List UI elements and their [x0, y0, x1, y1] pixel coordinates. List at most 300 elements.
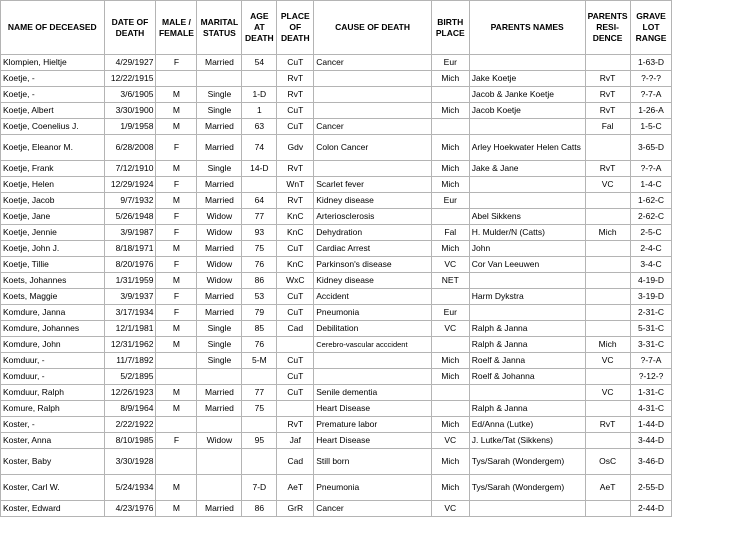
cell-grave-lot: ?-?-A [630, 161, 672, 177]
cell-sex: M [156, 321, 197, 337]
cell-grave-lot: 4-19-D [630, 273, 672, 289]
cell-birth-place: Mich [431, 103, 469, 119]
cell-name: Komure, Ralph [1, 401, 105, 417]
cell-parents: H. Mulder/N (Catts) [469, 225, 585, 241]
cell-name: Koetje, Eleanor M. [1, 135, 105, 161]
cell-sex: M [156, 475, 197, 501]
table-row [1, 417, 730, 433]
cell-parents-residence [585, 209, 630, 225]
cell-age: 1-D [242, 87, 277, 103]
cell-cause [314, 103, 432, 119]
cell-sex: F [156, 225, 197, 241]
cell-parents-residence [585, 289, 630, 305]
cell-blank [672, 119, 730, 135]
cell-date: 12/1/1981 [104, 321, 156, 337]
cell-place-of-death: GrR [277, 501, 314, 517]
cell-date: 6/28/2008 [104, 135, 156, 161]
cell-date: 9/7/1932 [104, 193, 156, 209]
cell-grave-lot: 4-31-C [630, 401, 672, 417]
cell-age: 14-D [242, 161, 277, 177]
cell-birth-place: NET [431, 273, 469, 289]
cell-birth-place: Mich [431, 135, 469, 161]
cell-sex [156, 369, 197, 385]
cell-birth-place: Fal [431, 225, 469, 241]
cell-parents: Roelf & Janna [469, 353, 585, 369]
cell-parents [469, 273, 585, 289]
cell-birth-place [431, 209, 469, 225]
cell-date: 3/30/1928 [104, 449, 156, 475]
cell-date: 12/22/1915 [104, 71, 156, 87]
cell-name: Komdure, John [1, 337, 105, 353]
table-row [1, 257, 730, 273]
header-sex: MALE / FEMALE [156, 1, 197, 55]
header-marital-status: MARITAL STATUS [197, 1, 242, 55]
cell-date: 1/31/1959 [104, 273, 156, 289]
cell-name: Komduur, Ralph [1, 385, 105, 401]
header-place-of-death: PLACE OF DEATH [277, 1, 314, 55]
cell-name: Koetje, Frank [1, 161, 105, 177]
table-row [1, 177, 730, 193]
cell-age [242, 71, 277, 87]
cell-birth-place [431, 401, 469, 417]
cell-grave-lot: 2-31-C [630, 305, 672, 321]
cell-blank [672, 475, 730, 501]
cell-parents-residence: Mich [585, 225, 630, 241]
cell-age: 77 [242, 385, 277, 401]
cell-grave-lot: 3-19-D [630, 289, 672, 305]
cell-parents [469, 193, 585, 209]
cell-blank [672, 257, 730, 273]
header-age: AGE AT DEATH [242, 1, 277, 55]
cell-birth-place: Mich [431, 369, 469, 385]
cell-name: Klompien, Hieltje [1, 55, 105, 71]
cell-blank [672, 417, 730, 433]
cell-date: 4/29/1927 [104, 55, 156, 71]
table-row [1, 209, 730, 225]
cell-age: 86 [242, 273, 277, 289]
cell-grave-lot: 1-63-D [630, 55, 672, 71]
cell-grave-lot: 2-4-C [630, 241, 672, 257]
cell-marital-status [197, 417, 242, 433]
cell-grave-lot: 2-44-D [630, 501, 672, 517]
cell-blank [672, 353, 730, 369]
table-row [1, 501, 730, 517]
cell-parents-residence [585, 193, 630, 209]
cell-date: 12/29/1924 [104, 177, 156, 193]
cell-cause: Debilitation [314, 321, 432, 337]
header-birth-place: BIRTH PLACE [431, 1, 469, 55]
cell-grave-lot: 1-44-D [630, 417, 672, 433]
cell-marital-status: Single [197, 353, 242, 369]
cell-marital-status: Single [197, 161, 242, 177]
cell-place-of-death: Cad [277, 449, 314, 475]
cell-date: 3/9/1987 [104, 225, 156, 241]
cell-sex: M [156, 103, 197, 119]
cell-blank [672, 321, 730, 337]
cell-blank [672, 305, 730, 321]
cell-parents-residence: RvT [585, 87, 630, 103]
cell-cause: Colon Cancer [314, 135, 432, 161]
cell-parents-residence: VC [585, 385, 630, 401]
cell-marital-status [197, 475, 242, 501]
cell-parents: Jake Koetje [469, 71, 585, 87]
cell-age: 75 [242, 401, 277, 417]
cell-birth-place: Mich [431, 71, 469, 87]
cell-date: 4/23/1976 [104, 501, 156, 517]
cell-cause: Heart Disease [314, 401, 432, 417]
cell-marital-status: Widow [197, 433, 242, 449]
cell-parents: Roelf & Johanna [469, 369, 585, 385]
cell-age: 63 [242, 119, 277, 135]
cell-sex [156, 449, 197, 475]
cell-grave-lot: 3-65-D [630, 135, 672, 161]
table-row [1, 305, 730, 321]
cell-parents-residence [585, 369, 630, 385]
cell-name: Koetje, Jacob [1, 193, 105, 209]
cell-parents: J. Lutke/Tat (Sikkens) [469, 433, 585, 449]
cell-sex: M [156, 337, 197, 353]
table-row [1, 475, 730, 501]
cell-marital-status: Single [197, 87, 242, 103]
table-row [1, 103, 730, 119]
table-row [1, 321, 730, 337]
cell-sex: M [156, 161, 197, 177]
cell-parents: Abel Sikkens [469, 209, 585, 225]
cell-cause [314, 353, 432, 369]
table-row [1, 135, 730, 161]
cell-date: 8/10/1985 [104, 433, 156, 449]
cell-name: Koster, Carl W. [1, 475, 105, 501]
cell-cause: Cancer [314, 55, 432, 71]
cell-place-of-death [277, 337, 314, 353]
cell-parents-residence: VC [585, 177, 630, 193]
cell-parents-residence [585, 501, 630, 517]
cell-parents [469, 119, 585, 135]
cell-date: 3/6/1905 [104, 87, 156, 103]
cell-parents-residence: RvT [585, 103, 630, 119]
cell-date: 5/26/1948 [104, 209, 156, 225]
cell-marital-status [197, 369, 242, 385]
cell-blank [672, 209, 730, 225]
cell-parents: Ralph & Janna [469, 337, 585, 353]
cell-place-of-death: CuT [277, 369, 314, 385]
cell-cause: Kidney disease [314, 193, 432, 209]
cell-age: 54 [242, 55, 277, 71]
cell-date: 12/31/1962 [104, 337, 156, 353]
cell-blank [672, 385, 730, 401]
cell-cause: Premature labor [314, 417, 432, 433]
cell-parents: Jake & Jane [469, 161, 585, 177]
cell-cause: Cerebro-vascular acccident [314, 337, 432, 353]
cell-cause: Heart Disease [314, 433, 432, 449]
cell-age: 74 [242, 135, 277, 161]
cell-age: 79 [242, 305, 277, 321]
cell-blank [672, 135, 730, 161]
cell-name: Koetje, Jane [1, 209, 105, 225]
cell-blank [672, 103, 730, 119]
table-row [1, 337, 730, 353]
cell-parents-residence: Fal [585, 119, 630, 135]
cell-name: Koster, - [1, 417, 105, 433]
table-row [1, 55, 730, 71]
cell-place-of-death: RvT [277, 417, 314, 433]
cell-blank [672, 241, 730, 257]
table-row [1, 353, 730, 369]
cell-parents [469, 385, 585, 401]
cell-place-of-death: RvT [277, 193, 314, 209]
cell-parents-residence [585, 321, 630, 337]
cell-sex: F [156, 177, 197, 193]
cell-birth-place [431, 119, 469, 135]
cell-grave-lot: 3-46-D [630, 449, 672, 475]
cell-birth-place: Mich [431, 353, 469, 369]
table-row [1, 369, 730, 385]
table-row [1, 449, 730, 475]
cell-age: 5-M [242, 353, 277, 369]
cell-grave-lot: 5-31-C [630, 321, 672, 337]
cell-marital-status: Married [197, 401, 242, 417]
cell-marital-status: Single [197, 103, 242, 119]
cell-marital-status: Married [197, 241, 242, 257]
cell-sex: M [156, 385, 197, 401]
cell-parents: Arley Hoekwater Helen Catts [469, 135, 585, 161]
cell-parents-residence [585, 257, 630, 273]
cell-cause: Kidney disease [314, 273, 432, 289]
cell-cause: Cancer [314, 119, 432, 135]
cell-blank [672, 433, 730, 449]
table-row [1, 119, 730, 135]
cell-blank [672, 161, 730, 177]
cell-name: Komdure, Johannes [1, 321, 105, 337]
cell-cause: Arteriosclerosis [314, 209, 432, 225]
cell-blank [672, 177, 730, 193]
cell-cause: Cardiac Arrest [314, 241, 432, 257]
cell-place-of-death: CuT [277, 353, 314, 369]
cell-grave-lot: 2-55-D [630, 475, 672, 501]
cell-parents: Tys/Sarah (Wondergem) [469, 475, 585, 501]
cell-date: 8/18/1971 [104, 241, 156, 257]
cell-cause: Pneumonia [314, 305, 432, 321]
cell-name: Koetje, John J. [1, 241, 105, 257]
cell-sex: M [156, 501, 197, 517]
cell-age: 75 [242, 241, 277, 257]
cell-grave-lot: 2-5-C [630, 225, 672, 241]
cell-place-of-death: Jaf [277, 433, 314, 449]
cell-age [242, 417, 277, 433]
cell-birth-place: Mich [431, 161, 469, 177]
cell-parents [469, 305, 585, 321]
cell-cause [314, 369, 432, 385]
cell-parents: Jacob Koetje [469, 103, 585, 119]
cell-cause [314, 87, 432, 103]
cell-sex: M [156, 87, 197, 103]
cell-parents-residence [585, 433, 630, 449]
cell-age: 7-D [242, 475, 277, 501]
header-date: DATE OF DEATH [104, 1, 156, 55]
cell-name: Koetje, Tillie [1, 257, 105, 273]
cell-date: 3/17/1934 [104, 305, 156, 321]
cell-blank [672, 193, 730, 209]
cell-blank [672, 87, 730, 103]
cell-cause [314, 161, 432, 177]
cell-age [242, 449, 277, 475]
cell-name: Koster, Edward [1, 501, 105, 517]
cell-age [242, 177, 277, 193]
cell-blank [672, 337, 730, 353]
cell-place-of-death: RvT [277, 71, 314, 87]
cell-sex: F [156, 257, 197, 273]
cell-place-of-death [277, 401, 314, 417]
cell-birth-place: Eur [431, 193, 469, 209]
cell-name: Komduur, - [1, 353, 105, 369]
cell-sex: F [156, 209, 197, 225]
cell-cause [314, 71, 432, 87]
cell-grave-lot: 1-4-C [630, 177, 672, 193]
cell-birth-place [431, 337, 469, 353]
cell-blank [672, 289, 730, 305]
cell-place-of-death: Cad [277, 321, 314, 337]
cell-place-of-death: CuT [277, 305, 314, 321]
cell-grave-lot: 1-5-C [630, 119, 672, 135]
cell-parents: Tys/Sarah (Wondergem) [469, 449, 585, 475]
cell-cause: Scarlet fever [314, 177, 432, 193]
cell-name: Koster, Anna [1, 433, 105, 449]
cell-marital-status: Married [197, 501, 242, 517]
cell-parents [469, 501, 585, 517]
cell-date: 8/20/1976 [104, 257, 156, 273]
cell-place-of-death: KnC [277, 209, 314, 225]
cell-name: Koetje, Albert [1, 103, 105, 119]
cell-parents-residence: AeT [585, 475, 630, 501]
cell-birth-place: VC [431, 257, 469, 273]
table-row [1, 71, 730, 87]
cell-place-of-death: CuT [277, 289, 314, 305]
cell-parents: Jacob & Janke Koetje [469, 87, 585, 103]
cell-grave-lot: ?-7-A [630, 353, 672, 369]
cell-name: Komdure, Janna [1, 305, 105, 321]
cell-cause: Cancer [314, 501, 432, 517]
header-parents: PARENTS NAMES [469, 1, 585, 55]
cell-place-of-death: CuT [277, 55, 314, 71]
cell-marital-status: Single [197, 321, 242, 337]
table-row [1, 241, 730, 257]
cell-cause: Dehydration [314, 225, 432, 241]
cell-sex: M [156, 119, 197, 135]
cell-parents: Ed/Anna (Lutke) [469, 417, 585, 433]
cell-sex: M [156, 193, 197, 209]
cell-parents-residence [585, 241, 630, 257]
cell-parents: Ralph & Janna [469, 401, 585, 417]
cell-place-of-death: Gdv [277, 135, 314, 161]
cell-age: 93 [242, 225, 277, 241]
table-row [1, 225, 730, 241]
cell-sex: F [156, 305, 197, 321]
cell-place-of-death: KnC [277, 257, 314, 273]
cell-parents-residence: Mich [585, 337, 630, 353]
cell-parents-residence: RvT [585, 71, 630, 87]
cell-age: 64 [242, 193, 277, 209]
cell-marital-status: Married [197, 135, 242, 161]
cell-cause: Still born [314, 449, 432, 475]
cell-marital-status: Widow [197, 209, 242, 225]
cell-age: 76 [242, 257, 277, 273]
cell-blank [672, 225, 730, 241]
cell-place-of-death: KnC [277, 225, 314, 241]
cell-parents-residence: RvT [585, 417, 630, 433]
cell-place-of-death: RvT [277, 87, 314, 103]
cell-age: 76 [242, 337, 277, 353]
table-row [1, 87, 730, 103]
cell-birth-place: VC [431, 433, 469, 449]
cell-blank [672, 449, 730, 475]
header-cause: CAUSE OF DEATH [314, 1, 432, 55]
cell-parents-residence [585, 305, 630, 321]
cell-blank [672, 55, 730, 71]
cell-date: 3/30/1900 [104, 103, 156, 119]
cell-place-of-death: CuT [277, 241, 314, 257]
cell-name: Koetje, - [1, 87, 105, 103]
cell-date: 8/9/1964 [104, 401, 156, 417]
cell-blank [672, 369, 730, 385]
cell-place-of-death: WnT [277, 177, 314, 193]
cell-sex [156, 417, 197, 433]
cell-grave-lot: ?-7-A [630, 87, 672, 103]
cell-date: 2/22/1922 [104, 417, 156, 433]
cell-place-of-death: AeT [277, 475, 314, 501]
cell-age: 77 [242, 209, 277, 225]
cell-name: Koetje, - [1, 71, 105, 87]
cell-birth-place: Mich [431, 417, 469, 433]
cell-parents-residence [585, 273, 630, 289]
cell-birth-place: Mich [431, 241, 469, 257]
header-parents-residence: PARENTS RESI-DENCE [585, 1, 630, 55]
cell-age: 85 [242, 321, 277, 337]
cell-birth-place: Mich [431, 449, 469, 475]
cell-grave-lot: ?-?-? [630, 71, 672, 87]
cell-parents-residence: VC [585, 353, 630, 369]
cell-date: 5/2/1895 [104, 369, 156, 385]
cell-marital-status: Married [197, 289, 242, 305]
cell-place-of-death: CuT [277, 119, 314, 135]
cell-sex: F [156, 55, 197, 71]
cell-marital-status: Widow [197, 225, 242, 241]
table-row [1, 161, 730, 177]
cell-marital-status: Married [197, 177, 242, 193]
table-row [1, 193, 730, 209]
cell-place-of-death: CuT [277, 103, 314, 119]
cell-marital-status: Married [197, 193, 242, 209]
cell-parents-residence [585, 55, 630, 71]
cell-marital-status: Married [197, 55, 242, 71]
cell-birth-place: VC [431, 321, 469, 337]
cell-sex [156, 353, 197, 369]
cell-parents: Cor Van Leeuwen [469, 257, 585, 273]
cell-place-of-death: WxC [277, 273, 314, 289]
cell-grave-lot: 3-44-D [630, 433, 672, 449]
cell-age: 86 [242, 501, 277, 517]
cell-grave-lot: 1-31-C [630, 385, 672, 401]
cell-name: Koster, Baby [1, 449, 105, 475]
cell-marital-status: Married [197, 305, 242, 321]
cell-age [242, 369, 277, 385]
cell-blank [672, 273, 730, 289]
cell-date: 5/24/1934 [104, 475, 156, 501]
cell-date: 3/9/1937 [104, 289, 156, 305]
cell-grave-lot: 3-4-C [630, 257, 672, 273]
cell-marital-status: Widow [197, 257, 242, 273]
cell-sex: F [156, 433, 197, 449]
cell-marital-status: Married [197, 385, 242, 401]
